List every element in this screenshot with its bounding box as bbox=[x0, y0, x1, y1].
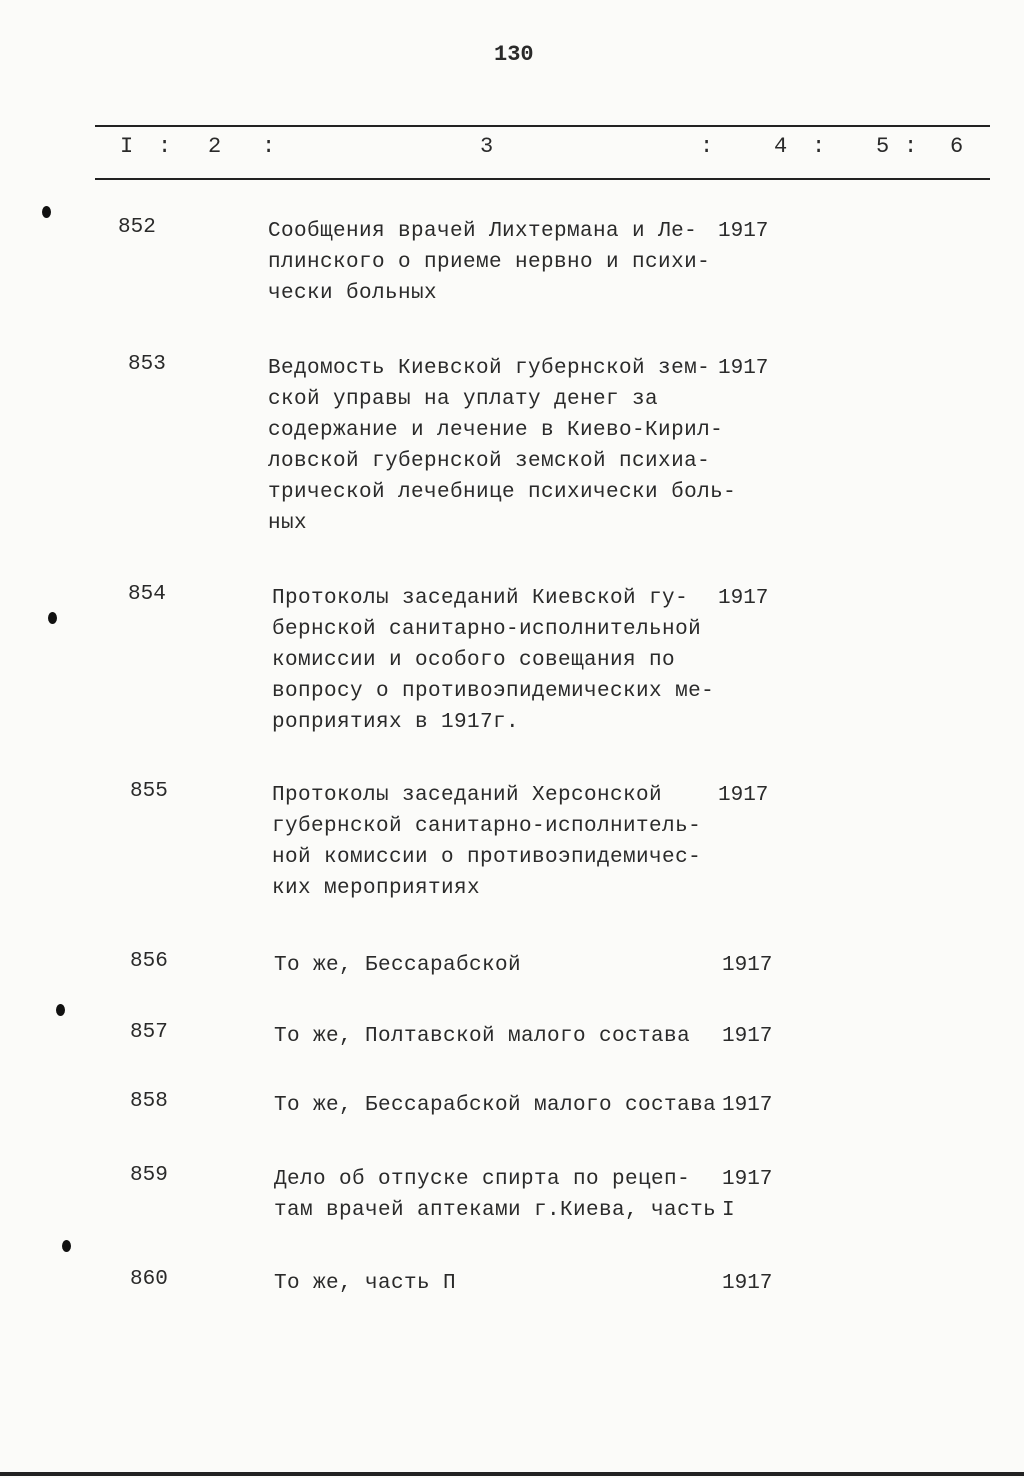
col-header-3: 3 bbox=[480, 134, 494, 159]
col-sep: : bbox=[158, 134, 172, 159]
row-year: 1917 bbox=[718, 357, 769, 380]
col-sep: : bbox=[904, 134, 918, 159]
row-number: 853 bbox=[128, 353, 166, 376]
row-year: 1917 bbox=[718, 587, 769, 610]
row-description: Протоколы заседаний Херсонской губернской санитарно-исполнитель- ной комиссии о противоэпидемичес- ких мероприятиях bbox=[272, 784, 702, 900]
row-number: 854 bbox=[128, 583, 166, 606]
row-number: 857 bbox=[130, 1021, 168, 1044]
row-number: 856 bbox=[130, 950, 168, 973]
header-top-rule bbox=[95, 125, 990, 127]
col-sep: : bbox=[700, 134, 714, 159]
row-description: Сообщения врачей Лихтермана и Ле- плинского о приеме нервно и психи- чески больных bbox=[268, 220, 711, 305]
punch-hole-mark bbox=[48, 612, 57, 624]
page-number: 130 bbox=[494, 42, 534, 67]
row-year: 1917 I bbox=[722, 1168, 773, 1222]
row-description: То же, Бессарабской bbox=[274, 954, 522, 977]
page-bottom-edge bbox=[0, 1472, 1024, 1476]
punch-hole-mark bbox=[62, 1240, 71, 1252]
col-sep: : bbox=[262, 134, 276, 159]
row-number: 852 bbox=[118, 216, 156, 239]
col-header-2: 2 bbox=[208, 134, 222, 159]
row-year: 1917 bbox=[722, 1094, 773, 1117]
row-description: То же, часть П bbox=[274, 1272, 457, 1295]
row-description: Дело об отпуске спирта по рецеп- там врачей аптеками г.Киева, часть bbox=[274, 1168, 717, 1222]
col-header-6: 6 bbox=[950, 134, 964, 159]
row-number: 858 bbox=[130, 1090, 168, 1113]
row-description: Протоколы заседаний Киевской гу- бернской санитарно-исполнительной комиссии и особого совещания по вопросу о противоэпидемических ме- роприятиях в 1917г. bbox=[272, 587, 715, 734]
row-year: 1917 bbox=[722, 1272, 773, 1295]
punch-hole-mark bbox=[56, 1004, 65, 1016]
punch-hole-mark bbox=[42, 206, 51, 218]
row-description: Ведомость Киевской губернской зем- ской управы на уплату денег за содержание и лечение в Киево-Кирил- ловской губернской земской психиа- трической лечебнице психически боль- ных bbox=[268, 357, 737, 535]
row-description: То же, Бессарабской малого состава bbox=[274, 1094, 717, 1117]
row-description: То же, Полтавской малого состава bbox=[274, 1025, 691, 1048]
col-sep: : bbox=[812, 134, 826, 159]
row-year: 1917 bbox=[722, 954, 773, 977]
row-year: 1917 bbox=[722, 1025, 773, 1048]
row-year: 1917 bbox=[718, 784, 769, 807]
col-header-1: I bbox=[120, 134, 134, 159]
row-number: 859 bbox=[130, 1164, 168, 1187]
row-number: 855 bbox=[130, 780, 168, 803]
col-header-5: 5 bbox=[876, 134, 890, 159]
row-year: 1917 bbox=[718, 220, 769, 243]
header-bottom-rule bbox=[95, 178, 990, 180]
row-number: 860 bbox=[130, 1268, 168, 1291]
col-header-4: 4 bbox=[774, 134, 788, 159]
